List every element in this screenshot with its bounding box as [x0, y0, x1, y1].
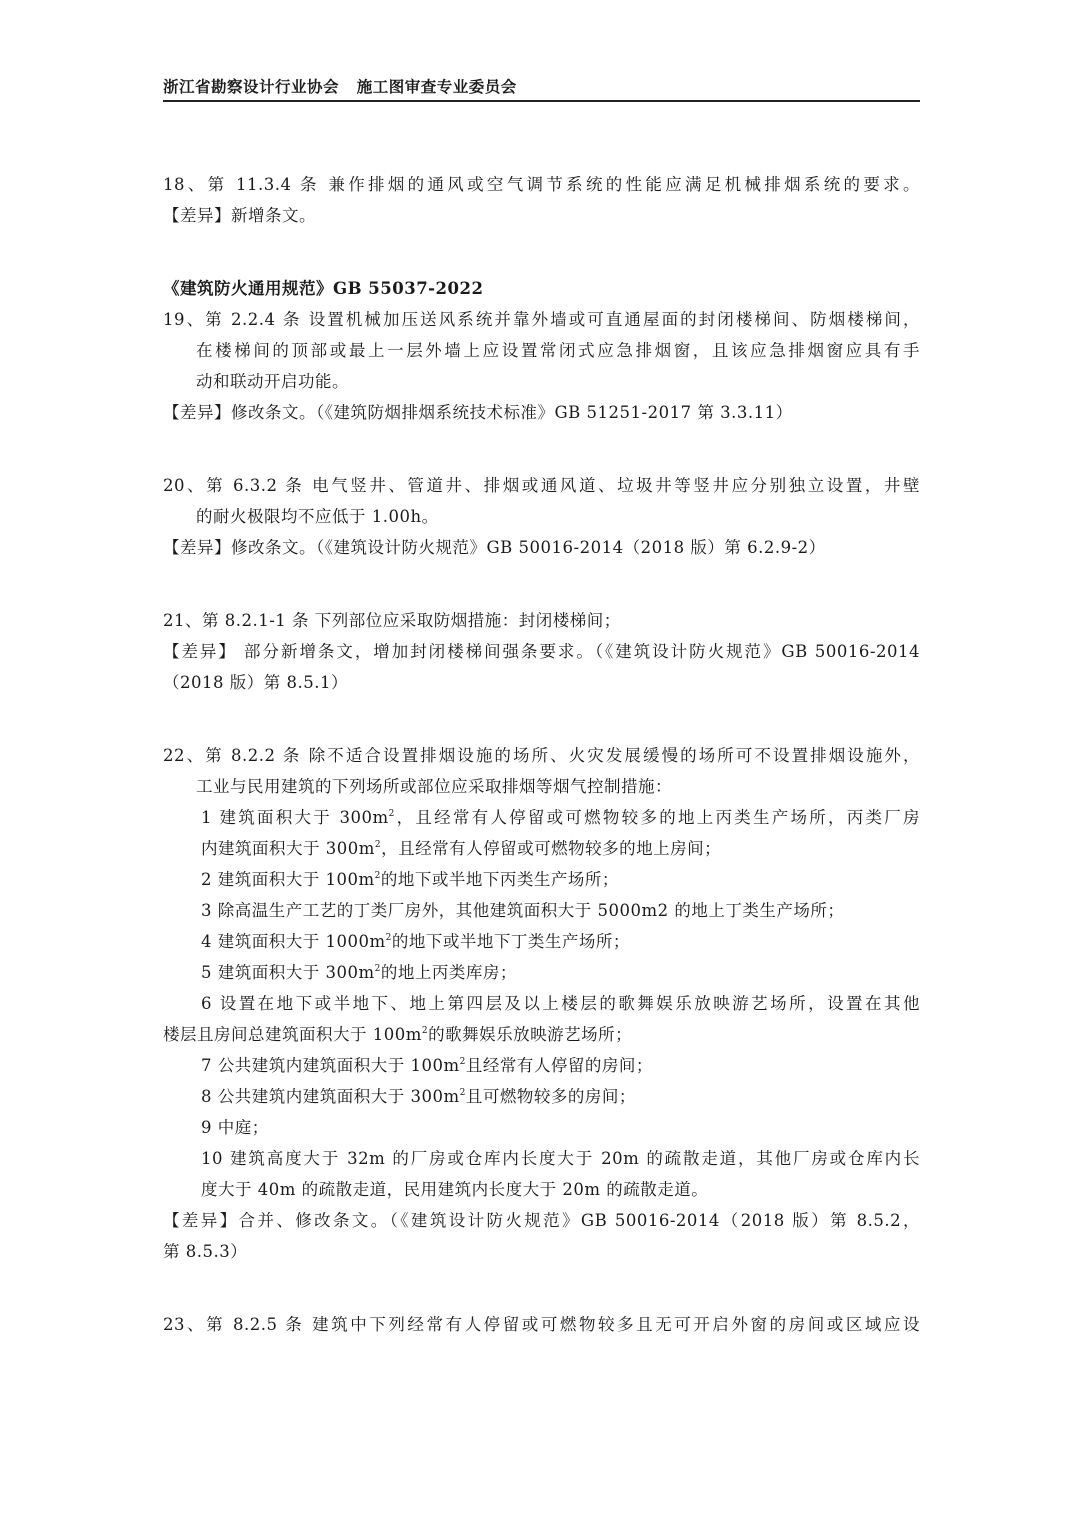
clause-text: 的耐火极限均不应低于 1.00h。 [196, 507, 439, 526]
clause-diff: 【差异】新增条文。 [163, 206, 316, 225]
sub-item-10-cont: 度大于 40m 的疏散走道，民用建筑内长度大于 20m 的疏散走道。 [201, 1180, 709, 1199]
clause-20 [163, 470, 920, 563]
clause-text: 工业与民用建筑的下列场所或部位应采取排烟等烟气控制措施： [196, 777, 672, 796]
sub-item-10: 10 建筑高度大于 32m 的厂房或仓库内长度大于 20m 的疏散走道，其他厂房或仓库内长 [201, 1149, 920, 1168]
clause-18 [163, 169, 920, 231]
sub-item-3: 3 除高温生产工艺的丁类厂房外，其他建筑面积大于 5000m2 的地上丁类生产场所； [201, 901, 845, 920]
clause-23 [163, 1309, 920, 1340]
clause-21 [163, 605, 920, 698]
clause-text: 20、第 6.3.2 条 电气竖井、管道井、排烟或通风道、垃圾井等竖井应分别独立设置，井壁 [163, 476, 920, 495]
sub-item-6-cont: 楼层且房间总建筑面积大于 $100m^2$的歌舞娱乐放映游艺场所； [163, 1025, 633, 1044]
document-body [163, 169, 920, 1340]
clause-22 [163, 740, 920, 1267]
clause-diff: 【差异】修改条文。（《建筑防烟排烟系统技术标准》GB 51251-2017 第 3.3.11） [163, 403, 793, 422]
clause-text: 23、第 8.2.5 条 建筑中下列经常有人停留或可燃物较多且无可开启外窗的房间或区域应设 [163, 1315, 920, 1334]
clause-text: 21、第 8.2.1-1 条 下列部位应采取防烟措施：封闭楼梯间； [163, 611, 621, 630]
sub-item-7: 7 公共建筑内建筑面积大于 $100m^2$且经常有人停留的房间； [201, 1056, 653, 1075]
clause-text: 18、第 11.3.4 条 兼作排烟的通风或空气调节系统的性能应满足机械排烟系统的要求。 [163, 175, 920, 194]
header-committee: 施工图审查专业委员会 [356, 78, 517, 96]
clause-text: 动和联动开启功能。 [196, 372, 349, 391]
clause-text: 19、第 2.2.4 条 设置机械加压送风系统并靠外墙或可直通屋面的封闭楼梯间、防烟楼梯间， [163, 310, 920, 329]
page-header [163, 76, 920, 102]
sub-item-6: 6 设置在地下或半地下、地上第四层及以上楼层的歌舞娱乐放映游艺场所，设置在其他 [201, 994, 920, 1013]
sub-item-5: 5 建筑面积大于 $300m^2$的地上丙类库房； [201, 963, 517, 982]
clause-diff: 【差异】合并、修改条文。（《建筑设计防火规范》GB 50016-2014（2018 版）第 8.5.2， [163, 1211, 920, 1230]
header-divider [163, 100, 920, 102]
clause-19 [163, 304, 920, 428]
header-org: 浙江省勘察设计行业协会 [163, 78, 340, 96]
clause-text: 22、第 8.2.2 条 除不适合设置排烟设施的场所、火灾发展缓慢的场所可不设置排烟设施外， [163, 746, 920, 765]
sub-item-4: 4 建筑面积大于 $1000m^2$的地下或半地下丁类生产场所； [201, 932, 630, 951]
clause-text: 在楼梯间的顶部或最上一层外墙上应设置常闭式应急排烟窗，且该应急排烟窗应具有手 [196, 341, 920, 360]
sub-item-9: 9 中庭； [201, 1118, 269, 1137]
sub-item-8: 8 公共建筑内建筑面积大于 $300m^2$且可燃物较多的房间； [201, 1087, 636, 1106]
section-title: 《建筑防火通用规范》GB 55037-2022 [163, 279, 484, 298]
clause-diff: （2018 版）第 8.5.1） [163, 673, 348, 692]
clause-diff: 【差异】修改条文。（《建筑设计防火规范》GB 50016-2014（2018 版）第 6.2.9-2） [163, 538, 826, 557]
sub-item-1: 1 建筑面积大于 $300m^2$，且经常有人停留或可燃物较多的地上丙类生产场所，丙类厂房 [201, 808, 920, 827]
clause-diff: 【差异】 部分新增条文，增加封闭楼梯间强条要求。（《建筑设计防火规范》GB 50016-2014 [163, 642, 920, 661]
sub-item-1-cont: 内建筑面积大于 $300m^2$，且经常有人停留或可燃物较多的地上房间； [201, 839, 722, 858]
sub-item-2: 2 建筑面积大于 $100m^2$的地下或半地下丙类生产场所； [201, 870, 619, 889]
clause-diff: 第 8.5.3） [163, 1242, 248, 1261]
